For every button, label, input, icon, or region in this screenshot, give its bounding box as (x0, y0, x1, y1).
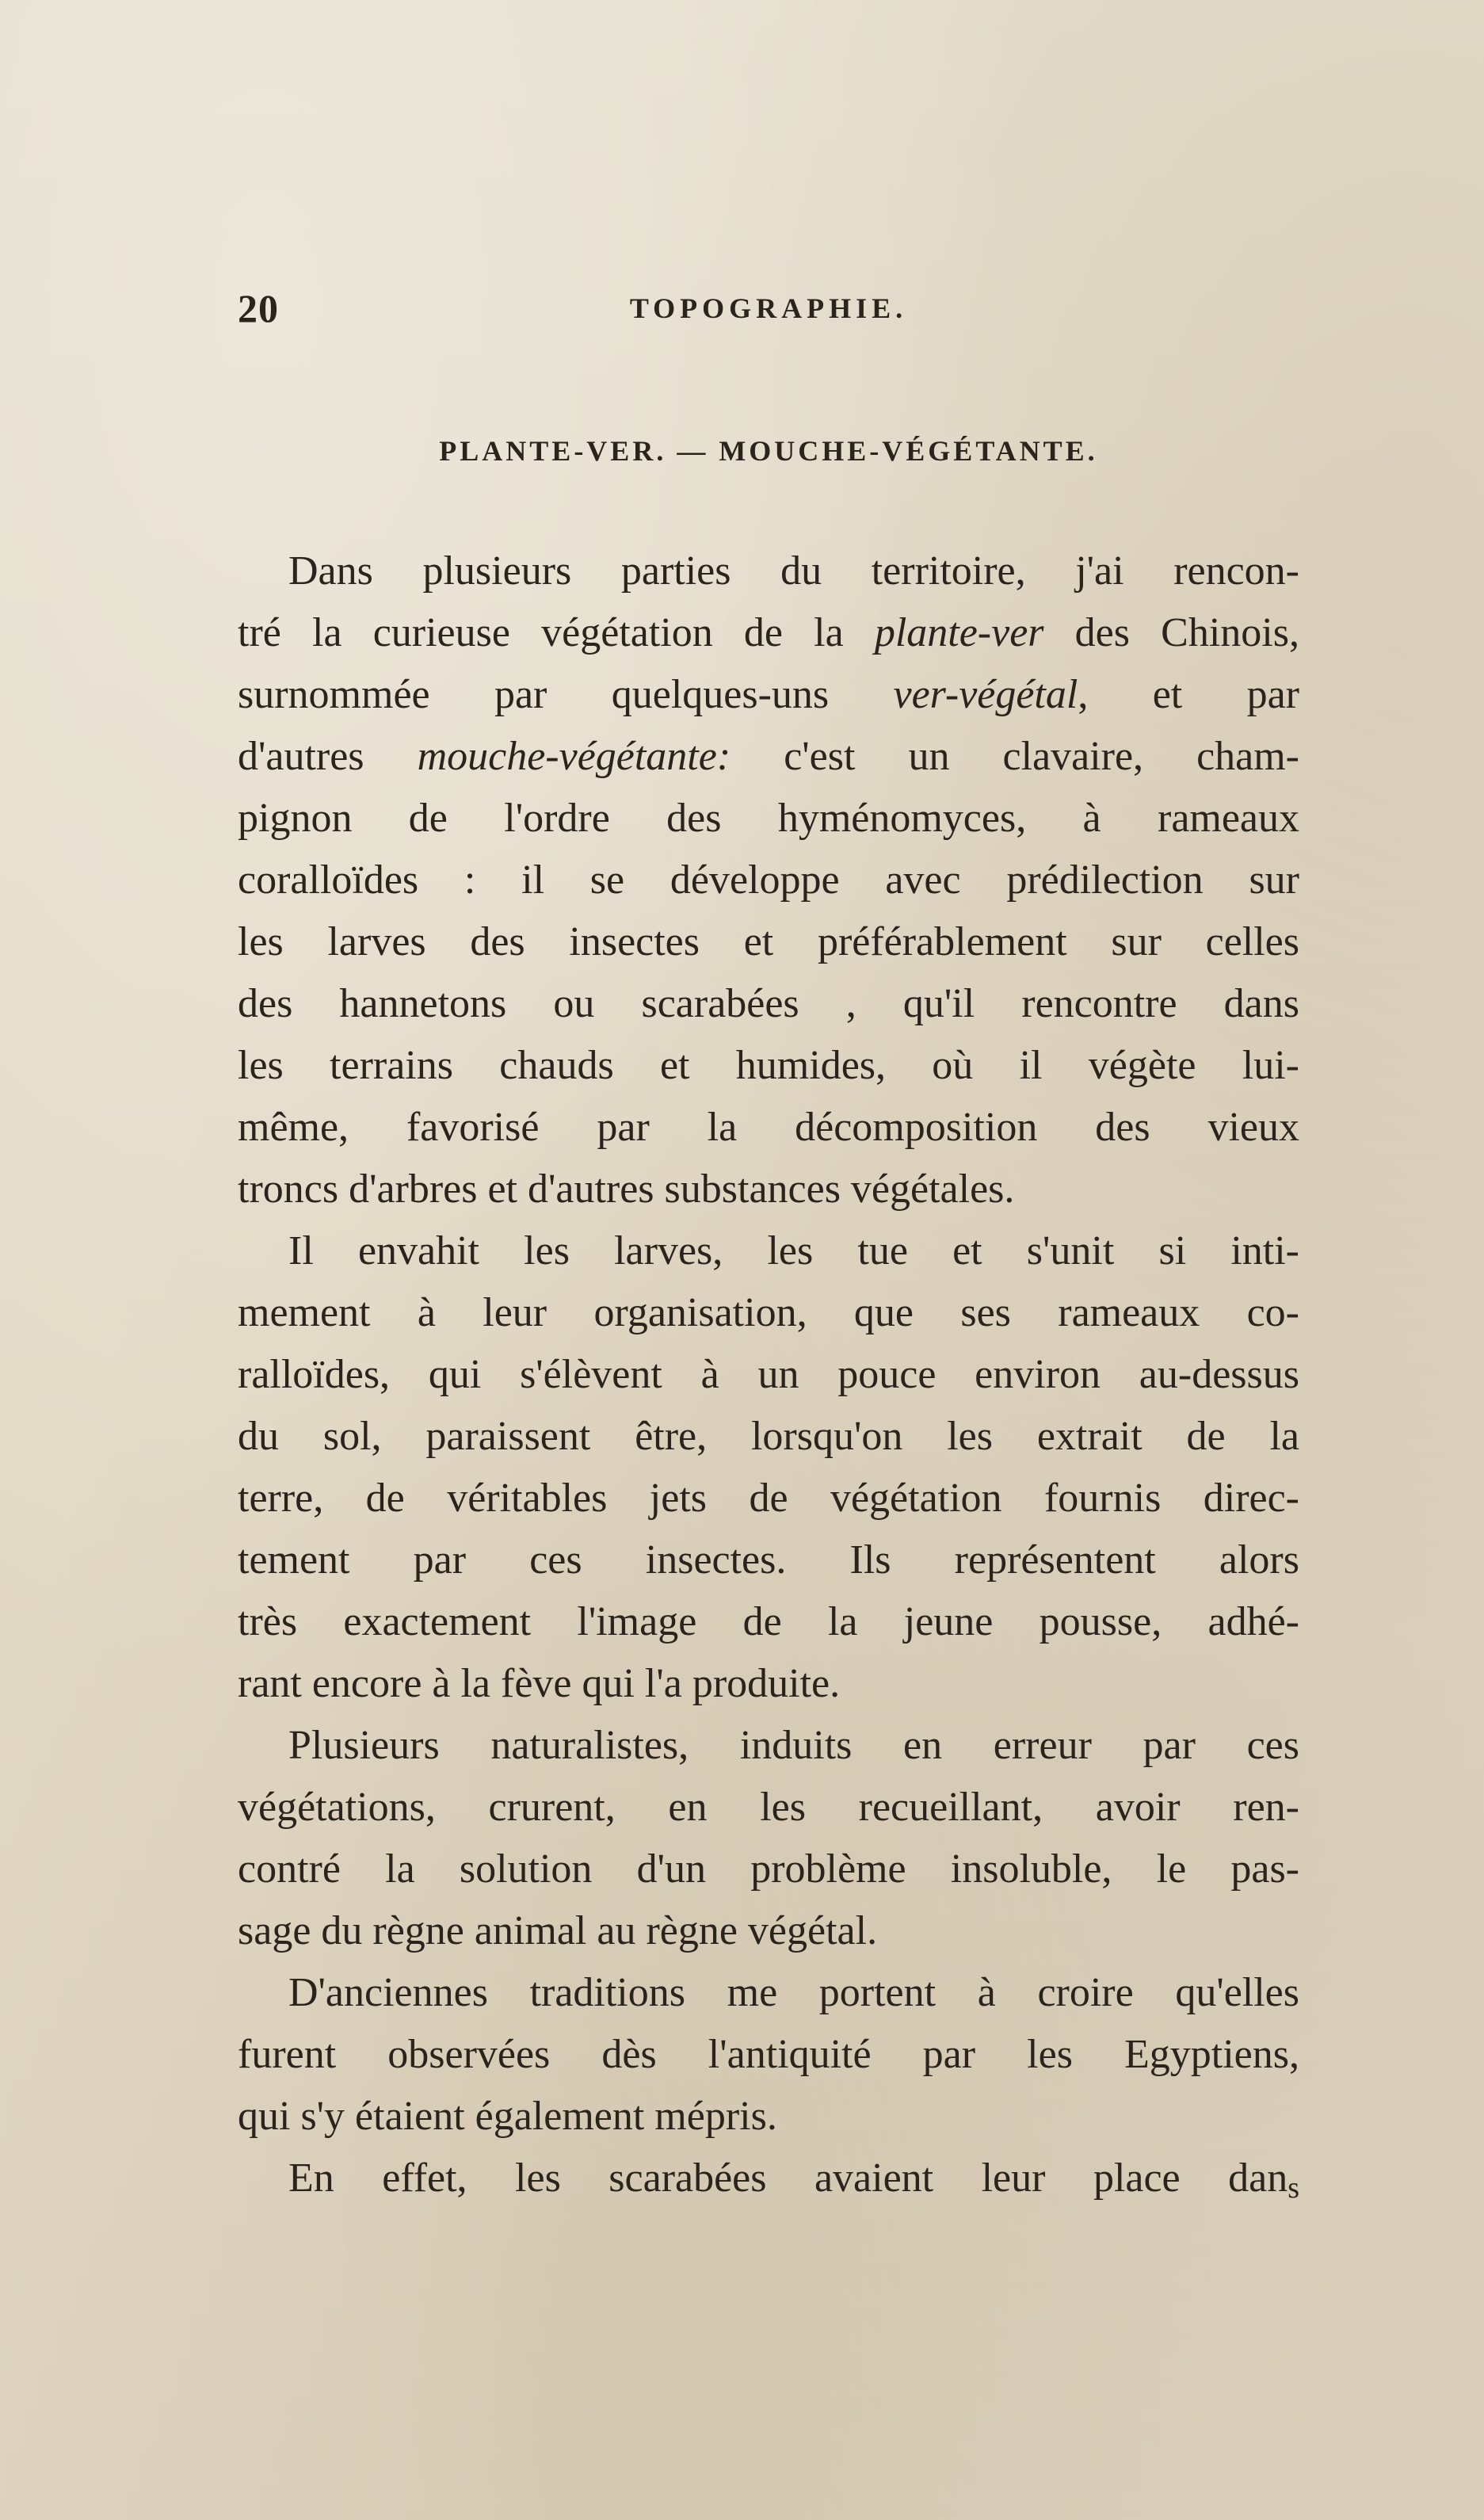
text-segment: troncs d'arbres et d'autres substances végétales. (238, 1166, 1015, 1212)
text-line (238, 1653, 1299, 1715)
text-segment: tement par ces insectes. Ils représentent alors (238, 1537, 1299, 1583)
page-header (238, 285, 1299, 349)
text-line (238, 1159, 1299, 1220)
text-segment: des Chinois, (1043, 610, 1299, 655)
text-line (238, 1715, 1299, 1777)
text-segment: très exactement l'image de la jeune pousse, adhé- (238, 1599, 1299, 1644)
text-segment: furent observées dès l'antiquité par les Egyptiens, (238, 2032, 1299, 2077)
text-segment: tré la curieuse végétation de la (238, 610, 875, 655)
text-line (238, 664, 1299, 726)
text-segment: même, favorisé par la décomposition des vieux (238, 1105, 1299, 1150)
text-segment: contré la solution d'un problème insoluble, le pas- (238, 1846, 1299, 1892)
page-number: 20 (238, 286, 279, 330)
text-line (238, 726, 1299, 788)
text-segment: les larves des insectes et préférablement sur celles (238, 919, 1299, 964)
text-line (238, 1282, 1299, 1344)
text-line (238, 1962, 1299, 2024)
section-heading: PLANTE-VER. — MOUCHE-VÉGÉTANTE. (439, 435, 1098, 467)
text-line (238, 1406, 1299, 1468)
text-line (238, 1468, 1299, 1529)
text-line (238, 1900, 1299, 1962)
text-segment: coralloïdes : il se développe avec prédilection sur (238, 857, 1299, 903)
italic-term: mouche-végétante: (417, 734, 731, 779)
text-segment: végétations, crurent, en les recueillant, avoir ren- (238, 1785, 1299, 1830)
text-segment: c'est un clavaire, cham- (731, 734, 1299, 779)
text-segment: surnommée par quelques-uns (238, 672, 894, 717)
italic-term: plante-ver (874, 610, 1044, 655)
text-line (238, 602, 1299, 664)
dropped-letter: s (1288, 2171, 1299, 2205)
text-line (238, 1344, 1299, 1406)
text-line (238, 1838, 1299, 1900)
text-segment: Dans plusieurs parties du territoire, j'ai rencon- (288, 548, 1299, 594)
running-title: TOPOGRAPHIE. (629, 292, 908, 324)
text-segment: Il envahit les larves, les tue et s'unit si inti- (288, 1228, 1299, 1273)
text-segment: d'autres (238, 734, 418, 779)
text-segment: , et par (1078, 672, 1299, 717)
text-segment: En effet, les scarabées avaient leur place dan (288, 2155, 1288, 2201)
text-line (238, 2086, 1299, 2148)
text-segment: pignon de l'ordre des hyménomyces, à rameaux (238, 796, 1299, 841)
text-line (238, 1097, 1299, 1159)
italic-term: ver-végétal (893, 672, 1078, 717)
text-line (238, 788, 1299, 850)
text-segment: D'anciennes traditions me portent à croire qu'elles (288, 1970, 1299, 2015)
text-line (238, 1591, 1299, 1653)
text-segment: des hannetons ou scarabées , qu'il rencontre dans (238, 981, 1299, 1026)
text-line (238, 1529, 1299, 1591)
text-segment: les terrains chauds et humides, où il végète lui- (238, 1043, 1299, 1088)
text-line (238, 850, 1299, 911)
text-segment: Plusieurs naturalistes, induits en erreur par ces (288, 1723, 1299, 1768)
text-segment: terre, de véritables jets de végétation fournis direc- (238, 1476, 1299, 1521)
text-line (238, 973, 1299, 1035)
text-line (238, 1035, 1299, 1097)
text-line (238, 1777, 1299, 1838)
text-line (238, 2024, 1299, 2086)
text-segment: mement à leur organisation, que ses rameaux co- (238, 1290, 1299, 1335)
text-segment: du sol, paraissent être, lorsqu'on les extrait de la (238, 1414, 1299, 1459)
text-segment: qui s'y étaient également mépris. (238, 2094, 777, 2139)
text-segment: rant encore à la fève qui l'a produite. (238, 1661, 841, 1706)
body-text (238, 540, 1299, 2209)
text-segment: ralloïdes, qui s'élèvent à un pouce environ au-dessus (238, 1352, 1299, 1397)
text-line (238, 540, 1299, 602)
text-line (238, 2148, 1299, 2209)
text-line (238, 1220, 1299, 1282)
text-segment: sage du règne animal au règne végétal. (238, 1908, 878, 1953)
text-line (238, 911, 1299, 973)
